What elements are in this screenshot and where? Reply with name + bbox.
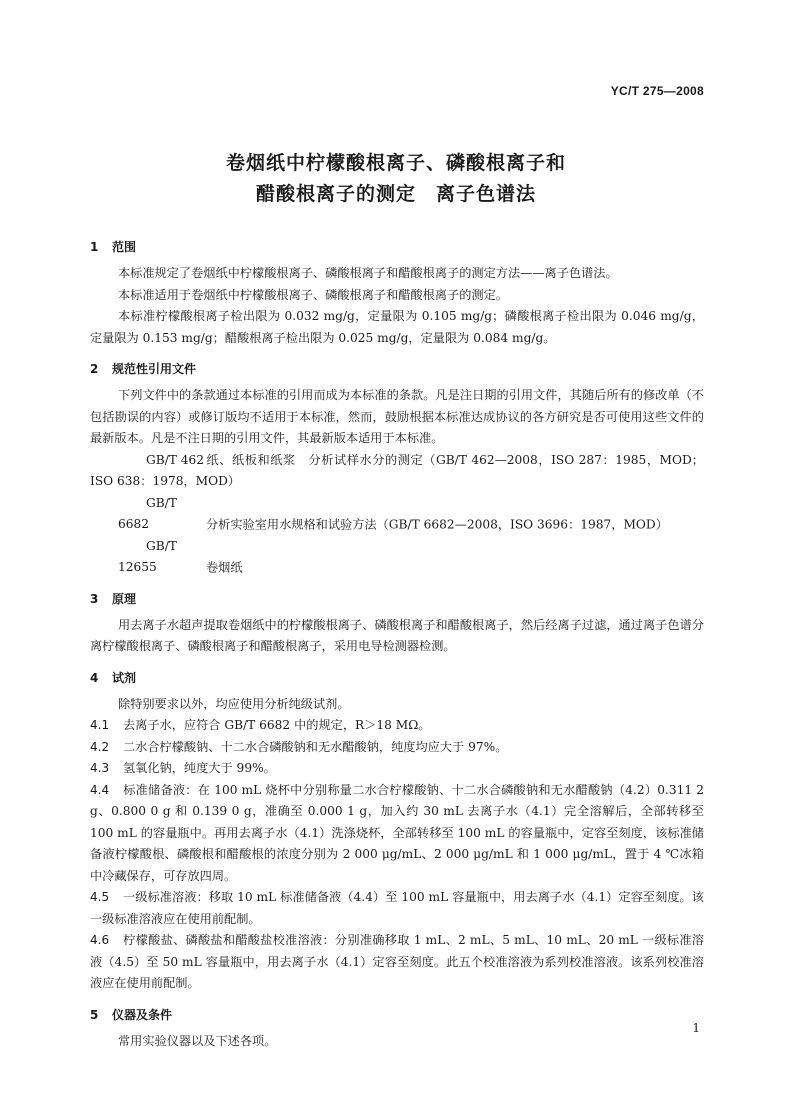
section-4-heading: [90, 667, 704, 689]
clause-4-2: [90, 737, 704, 759]
page-number: 1: [692, 1021, 700, 1035]
paragraph: 本标准适用于卷烟纸中柠檬酸根离子、磷酸根离子和醋酸根离子的测定。: [118, 287, 508, 302]
reference-text: 纸、纸板和纸浆 分析试样水分的测定（GB/T 462—2008，ISO 287：1985，MOD；ISO 638：1978，MOD）: [90, 452, 704, 488]
clause-number: 4.5: [90, 890, 110, 904]
section-1-heading: [90, 236, 704, 258]
section-title: 试剂: [112, 670, 137, 685]
section-title: 范围: [112, 240, 137, 254]
clause-number: 4.3: [90, 761, 110, 775]
clause-text: 去离子水，应符合 GB/T 6682 中的规定，R＞18 MΩ。: [123, 718, 431, 732]
reference-item: [90, 450, 704, 493]
standard-code: YC/T 275—2008: [610, 84, 704, 98]
paragraph: 本标准规定了卷烟纸中柠檬酸根离子、磷酸根离子和醋酸根离子的测定方法——离子色谱法。: [118, 266, 618, 280]
clause-number: 4.6: [90, 933, 110, 947]
section-title: 仪器及条件: [112, 1007, 173, 1022]
reference-text: 卷烟纸: [206, 560, 243, 574]
section-number: 4: [90, 670, 99, 685]
section-title: 规范性引用文件: [112, 362, 197, 376]
clause-number: 4.1: [90, 718, 110, 732]
clause-4-6: [90, 930, 704, 995]
document-body: [90, 236, 704, 1052]
document-title: [0, 148, 792, 210]
clause-4-3: [90, 758, 704, 780]
clause-text: 柠檬酸盐、磷酸盐和醋酸盐校准溶液：分别准确移取 1 mL、2 mL、5 mL、10 mL、20 mL 一级标准溶液（4.5）至 50 mL 容量瓶中，用去离子水（4.1）定容至刻度。此五个校准溶液为系列校准溶液。该系列校准溶液应在使用前配制。: [90, 933, 704, 990]
clause-4-4: [90, 780, 704, 888]
reference-item: [90, 536, 704, 579]
section-number: 2: [90, 362, 99, 376]
reference-item: [90, 493, 704, 536]
clause-4-5: [90, 887, 704, 930]
section-5-heading: [90, 1004, 704, 1026]
paragraph: 除特别要求以外，均应使用分析纯级试剂。: [118, 696, 350, 711]
clause-number: 4.2: [90, 739, 110, 754]
reference-code: GB/T 6682: [118, 495, 177, 531]
title-line-2: 醋酸根离子的测定 离子色谱法: [255, 183, 536, 205]
paragraph: 本标准柠檬酸根离子检出限为 0.032 mg/g，定量限为 0.105 mg/g；磷酸根离子检出限为 0.046 mg/g，定量限为 0.153 mg/g；醋酸根离子检出限为 0.025 mg/g，定量限为 0.084 mg/g。: [90, 309, 704, 345]
paragraph: 常用实验仪器以及下述各项。: [118, 1033, 277, 1048]
clause-text: 二水合柠檬酸钠、十二水合磷酸钠和无水醋酸钠，纯度均应大于 97%。: [123, 739, 508, 754]
clause-text: 氢氧化钠，纯度大于 99%。: [123, 761, 276, 775]
reference-code: GB/T 12655: [118, 538, 177, 574]
paragraph: 用去离子水超声提取卷烟纸中的柠檬酸根离子、磷酸根离子和醋酸根离子，然后经离子过滤，通过离子色谱分离柠檬酸根离子、磷酸根离子和醋酸根离子，采用电导检测器检测。: [90, 617, 704, 653]
clause-text: 一级标准溶液：移取 10 mL 标准储备液（4.4）至 100 mL 容量瓶中，用去离子水（4.1）定容至刻度。该一级标准溶液应在使用前配制。: [90, 890, 704, 926]
section-2-heading: [90, 358, 704, 380]
clause-4-1: [90, 715, 704, 737]
reference-text: 分析实验室用水规格和试验方法（GB/T 6682—2008，ISO 3696：1987，MOD）: [206, 517, 668, 531]
paragraph: 下列文件中的条款通过本标准的引用而成为本标准的条款。凡是注日期的引用文件，其随后所有的修改单（不包括勘误的内容）或修订版均不适用于本标准，然而，鼓励根据本标准达成协议的各方研究是否可使用这些文件的最新版本。凡是不注日期的引用文件，其最新版本适用于本标准。: [90, 388, 704, 445]
section-number: 1: [90, 240, 99, 254]
section-title: 原理: [112, 591, 137, 606]
reference-code: GB/T 462: [146, 452, 205, 467]
section-3-heading: [90, 588, 704, 610]
section-number: 5: [90, 1007, 99, 1022]
section-number: 3: [90, 591, 99, 606]
clause-text: 标准储备液：在 100 mL 烧杯中分别称量二水合柠檬酸钠、十二水合磷酸钠和无水醋酸钠（4.2）0.311 2 g、0.800 0 g 和 0.139 0 g，准确至 0.000 1 g，加入约 30 mL 去离子水（4.1）完全溶解后，全部转移至 100 mL 的容量瓶中。再用去离子水（4.1）洗涤烧杯，全部转移至 100 mL 的容量瓶中，定容至刻度，该标准储备液柠檬酸根、磷酸根和醋酸根的浓度分别为 2 000 μg/mL、2 000 μg/mL 和 1 000 μg/mL，置于 4 ℃冰箱中冷藏保存，可存放四周。: [90, 782, 704, 883]
title-line-1: 卷烟纸中柠檬酸根离子、磷酸根离子和: [225, 152, 566, 174]
clause-number: 4.4: [90, 782, 110, 797]
